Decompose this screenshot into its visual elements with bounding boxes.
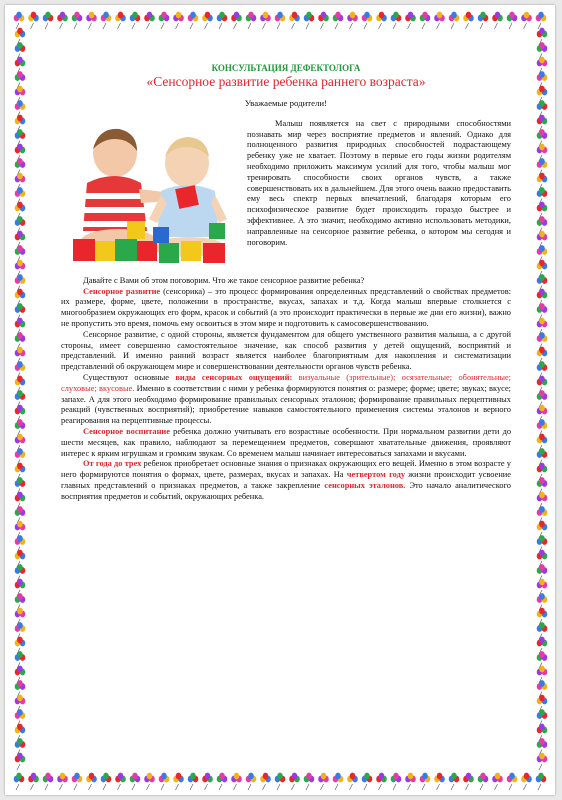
balloon-icon [260, 773, 271, 790]
balloon-icon [188, 773, 199, 790]
balloon-icon [86, 12, 97, 29]
balloon-icon [72, 12, 83, 29]
age-stages-text-2: жизни происходит усвоение главных представлений о признаках предметов, а также закрепление [61, 470, 511, 490]
balloon-icon [57, 773, 68, 790]
balloon-icon [217, 773, 228, 790]
balloon-icon [507, 773, 518, 790]
balloon-icon [347, 12, 358, 29]
balloon-icon [507, 12, 518, 29]
balloon-icon [173, 773, 184, 790]
balloon-icon [130, 773, 141, 790]
balloon-icon [43, 773, 54, 790]
balloon-border-left [9, 27, 31, 773]
balloon-icon [188, 12, 199, 29]
balloon-icon [144, 12, 155, 29]
balloon-icon [72, 773, 83, 790]
balloon-icon [57, 12, 68, 29]
balloon-icon [391, 12, 402, 29]
balloon-icon [28, 773, 39, 790]
term-sensation-types: виды сенсорных ощущений: [175, 372, 293, 382]
term-sensorika: (сенсорика) [163, 286, 205, 296]
balloon-icon [492, 773, 503, 790]
balloon-icon [159, 12, 170, 29]
sensation-types-text: Именно в соответствии с ними у ребенка формируются понятия о: размере; форме; цвете; звуках; вкусе; запахе. А для этого необходимо формирование правильных сенсорных эталонов; формирование правильных перцептивных реакций (чувственных восприятий); приобретение навыков самостоятельного применения системы эталонов и верного реагирования на перцептивные процессы. [61, 383, 512, 426]
balloon-icon [434, 12, 445, 29]
term-fourth-year: четвертом году [346, 470, 406, 480]
balloon-icon [289, 773, 300, 790]
balloon-icon [478, 773, 489, 790]
balloon-icon [304, 773, 315, 790]
term-one-to-three: От года до трех [83, 459, 142, 469]
balloon-icon [420, 773, 431, 790]
balloon-icon [304, 12, 315, 29]
balloon-icon [246, 773, 257, 790]
balloon-icon [478, 12, 489, 29]
balloon-icon [289, 12, 300, 29]
balloon-icon [231, 12, 242, 29]
paragraph-sensory-foundation: Сенсорное развитие, с одной стороны, является фундаментом для общего умственного развития малыша, а с другой стороны, имеет совершенно самостоятельное значение, как способ развития у детей ощущений, восприятий и представлений. И именно ранний возраст является наиболее благоприятным для накопления и систематизации представлений об окружающем мире и совершенствовании деятельности органов чувств ребенка. [61, 329, 511, 372]
balloon-icon [86, 773, 97, 790]
document-page [5, 5, 555, 795]
balloon-icon [173, 12, 184, 29]
question-paragraph: Давайте с Вами об этом поговорим. Что же такое сенсорное развитие ребенка? [83, 275, 365, 285]
balloon-icon [449, 12, 460, 29]
sensory-education-text: ребенка должно учитывать его возрастные особенности. При нормальном развитии дети до шести месяцев, как правило, наблюдают за перемещением предметов, совершают хватательные движения, проявляют интерес к ярким игрушкам и громким звукам. Со временем малыш начинает интересоваться запахами и вкусами. [61, 426, 512, 458]
children-playing-photo [69, 123, 237, 265]
balloon-icon [492, 12, 503, 29]
balloon-icon [275, 12, 286, 29]
balloon-icon [537, 753, 548, 770]
balloon-icon [115, 773, 126, 790]
balloon-icon [217, 12, 228, 29]
balloon-border-top [11, 9, 549, 31]
paragraph-sensory-definition [61, 287, 511, 330]
intro-paragraph: Малыш появляется на свет с природными способностями познавать мир через восприятие предметов и явлений. Однако для полноценного развития природных способностей подрастающему ребенку уже не хватает. Поэтому в первые его годы жизни родителям необходимо приложить максимум усилий для того, чтобы малыш мог тренировать способности своих органов чувств, а также совершенствовать их в дальнейшем. Для этого очень важно предоставить ему весь спектр первых впечатлений, благодаря которым его психофизическое развитие будет происходить гораздо быстрее и эффективнее. А это значит, необходимо активно использовать методики, направленные на сенсорное развитие ребенка, о котором мы сегодня и поговорим. [247, 118, 511, 247]
document-content [61, 59, 511, 719]
balloon-icon [202, 12, 213, 29]
balloon-icon [15, 753, 26, 770]
balloon-icon [275, 773, 286, 790]
balloon-icon [391, 773, 402, 790]
balloon-icon [536, 773, 547, 790]
balloon-icon [376, 773, 387, 790]
age-stages-text-3: Это начало аналитического восприятия предметов и событий, окружающих ребенка. [61, 480, 511, 501]
term-sensory-development: Сенсорное развитие [83, 286, 161, 296]
sensory-definition-text: – это процесс формирования определенных представлений о свойствах предметов: их размере, форме, цвете, положении в пространстве, вкусах, запахах и т.д. Когда малыш впервые столкнется с многообразием окружающих его форм, красок и событий (а это происходит практически в первые же дни его жизни), важно не пропустить это время, помочь ему освоиться в этом мире и подготовить к самосовершенствованию. [61, 286, 511, 328]
paragraph-sensation-types [61, 373, 511, 427]
balloon-icon [43, 12, 54, 29]
balloon-icon [318, 12, 329, 29]
sensation-types-lead: Существуют основные [83, 372, 176, 382]
balloon-icon [115, 12, 126, 29]
balloon-icon [434, 773, 445, 790]
paragraph-age-stages [61, 459, 511, 502]
term-sensory-education: Сенсорное воспитание [83, 426, 170, 436]
balloon-icon [260, 12, 271, 29]
balloon-icon [202, 773, 213, 790]
balloon-icon [333, 12, 344, 29]
balloon-icon [159, 773, 170, 790]
balloon-icon [144, 773, 155, 790]
term-sensory-standards: сенсорных эталонов. [324, 480, 406, 490]
document-title: «Сенсорное развитие ребенка раннего возраста» [146, 74, 426, 89]
balloon-icon [405, 773, 416, 790]
balloon-icon [333, 773, 344, 790]
balloon-icon [362, 12, 373, 29]
balloon-border-right [531, 27, 553, 773]
balloon-icon [463, 12, 474, 29]
sensation-types-list: визуальные (зрительные); осязательные; обонятельные; слуховые; вкусовые. [61, 372, 511, 393]
balloon-icon [420, 12, 431, 29]
balloon-icon [14, 773, 25, 790]
balloon-icon [347, 773, 358, 790]
balloon-icon [101, 12, 112, 29]
balloon-icon [405, 12, 416, 29]
age-stages-text-1: ребенок приобретает основные знания о признаках окружающих его вещей. Именно в этом возрасте у него формируются понятия о формах, цвете, размерах, вкусах и запахах. На [61, 459, 511, 480]
balloon-icon [449, 773, 460, 790]
balloon-border-bottom [11, 770, 549, 792]
consultation-kicker: КОНСУЛЬТАЦИЯ ДЕФЕКТОЛОГА [211, 63, 361, 73]
balloon-icon [318, 773, 329, 790]
balloon-icon [521, 773, 532, 790]
balloon-icon [231, 773, 242, 790]
balloon-icon [376, 12, 387, 29]
paragraph-sensory-education [61, 427, 511, 459]
balloon-icon [362, 773, 373, 790]
balloon-icon [463, 773, 474, 790]
balloon-icon [130, 12, 141, 29]
greeting: Уважаемые родители! [244, 98, 328, 108]
balloon-icon [246, 12, 257, 29]
balloon-icon [101, 773, 112, 790]
